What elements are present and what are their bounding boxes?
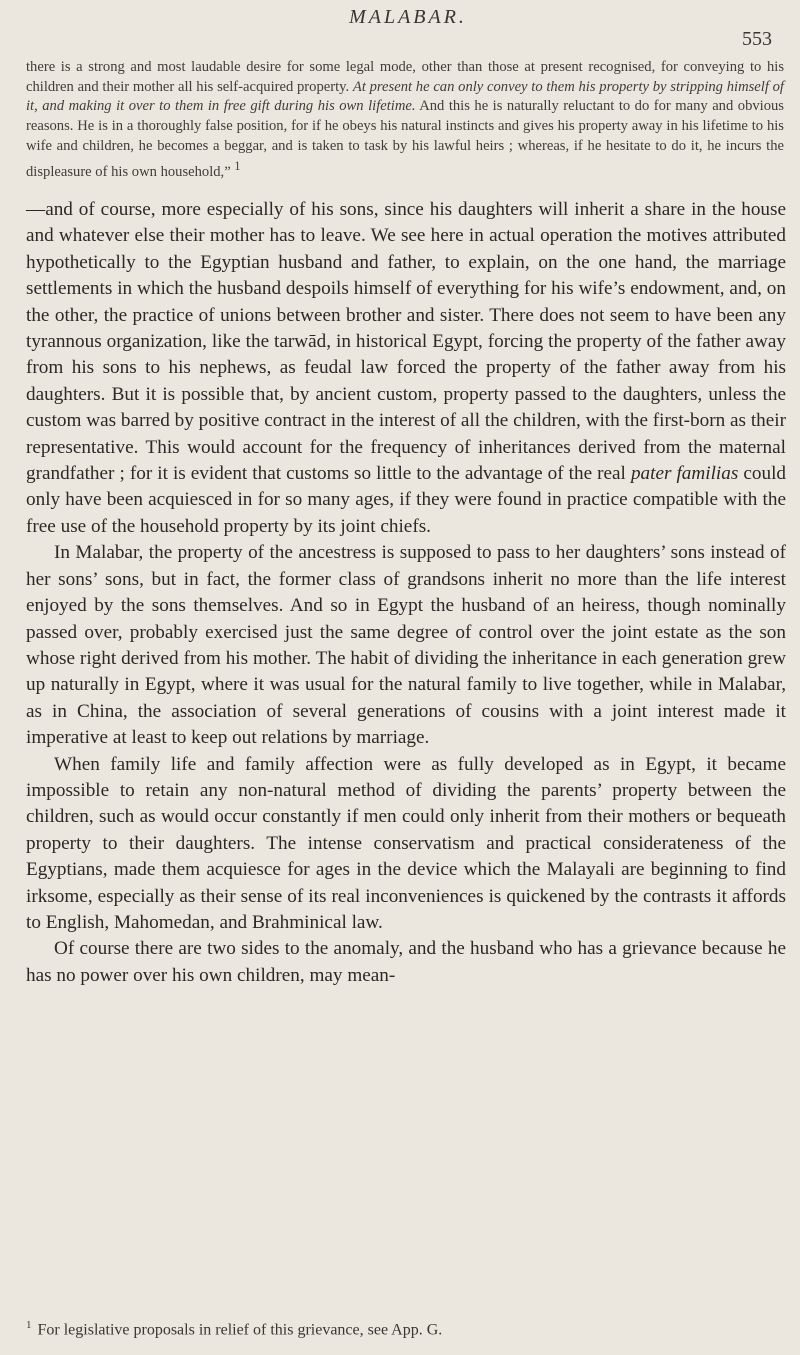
footnote-reference: 1 bbox=[234, 158, 241, 173]
paragraph-2: In Malabar, the property of the ancestress is supposed to pass to her daughters’ sons instead of her sons’ sons, but in fact, the former class of grandsons inherit no more than the life interest enjoyed by the sons themselves. And so in Egypt the husband of an heiress, though nominally passed over, probably exercised just the same degree of control over the joint estate as the son whose right derived from his mother. The habit of dividing the inheritance in each generation grew up naturally in Egypt, where it was usual for the natural family to live together, while in Malabar, as in China, the association of several generations of cousins with a joint interest made it imperative at least to keep out relations by marriage. bbox=[26, 542, 786, 749]
paragraph-1-italic-term: pater familias bbox=[630, 463, 739, 485]
footnote bbox=[26, 1315, 786, 1340]
quote-italic-text: At present he can only convey to them his property by stripping himself of it, and making it over to them in free gift during his own lifetime. bbox=[26, 78, 784, 115]
quote-text-end: And this he is naturally reluctant to do for many and obvious reasons. He is in a thoroughly false position, for if he obeys his natural instincts and gives his property away in his lifetime to his wife and children, he becomes a beggar, and is taken to task by his lawful heirs ; whereas, if he hesitate to do it, he incurs the displeasure of his own household,” bbox=[26, 98, 784, 180]
running-title: MALABAR. bbox=[349, 6, 467, 28]
quote-text-start: there is a strong and most laudable desire for some legal mode, other than those at present recognised, for conveying to his children and their mother all his self-acquired property. bbox=[26, 59, 784, 95]
footnote-text: For legislative proposals in relief of this grievance, see App. G. bbox=[37, 1321, 443, 1339]
paragraph-1-text-start: —and of course, more especially of his sons, since his daughters will inherit a share in the house and whatever else their mother has to leave. We see here in actual operation the motives attributed hypothetically to the Egyptian husband and father, to explain, on the one hand, the marriage settlements in which the husband despoils himself of everything for his wife’s endowment, and, on the other, the practice of unions between brother and sister. There does not seem to have been any tyrannous organization, like the tarwād, in historical Egypt, forcing the property of the father away from his sons to his nephews, as feudal law forced the property of the father away from his daughters. But it is possible that, by ancient custom, property passed to the daughters, unless the custom was barred by positive contract in the interest of all the children, with the first-born as their representative. This would account for the frequency of inheritances derived from the maternal grandfather ; for it is evident that customs so little to the advantage of the real bbox=[26, 199, 786, 485]
paragraph-3: When family life and family affection were as fully developed as in Egypt, it became impossible to retain any non-natural method of dividing the parents’ property between the children, such as would occur constantly if men could only inherit from their mothers or bequeath property to their daughters. The intense conservatism and practical considerateness of the Egyptians, made them acquiesce for ages in the device which the Malayali are beginning to find irksome, especially as their sense of its real inconveniences is quickened by the contrasts it affords to English, Mahomedan, and Brahminical law. bbox=[26, 753, 786, 933]
body-text bbox=[26, 197, 786, 989]
paragraph-4: Of course there are two sides to the anomaly, and the husband who has a grievance because he has no power over his own children, may mean- bbox=[26, 938, 786, 986]
paragraph-1-text-end: could only have been acquiesced in for so many ages, if they were found in practice compatible with the free use of the household property by its joint chiefs. bbox=[26, 463, 786, 537]
paragraph-1 bbox=[26, 197, 786, 540]
page-number: 553 bbox=[742, 28, 772, 50]
footnote-marker: 1 bbox=[26, 1319, 32, 1331]
block-quote bbox=[26, 58, 784, 182]
